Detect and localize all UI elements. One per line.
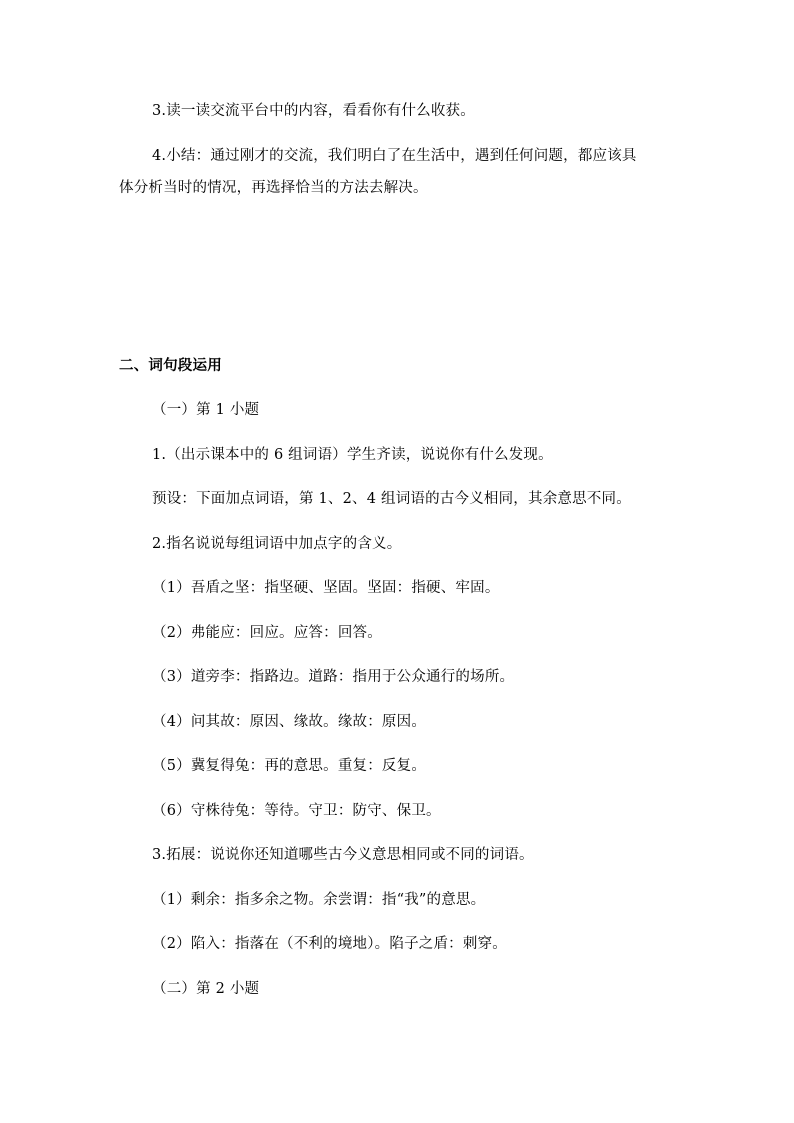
paragraph-item-4-line-2: 体分析当时的情况，再选择恰当的方法去解决。	[119, 180, 428, 196]
word-meaning-item: （4）问其故：原因、缘故。缘故：原因。	[152, 714, 427, 730]
paragraph-preset: 预设：下面加点词语，第 1、2、4 组词语的古今义相同，其余意思不同。	[152, 491, 631, 507]
subheading-question-1: （一）第 1 小题	[152, 402, 260, 418]
word-meaning-item: （5）冀复得兔：再的意思。重复：反复。	[152, 758, 427, 774]
word-meaning-item: （2）弗能应：回应。应答：回答。	[152, 625, 382, 641]
word-meaning-item: （3）道旁李：指路边。道路：指用于公众通行的场所。	[152, 669, 515, 685]
extension-item: （1）剩余：指多余之物。余尝谓：指“我”的意思。	[152, 892, 486, 908]
paragraph-item-4-line-1: 4.小结：通过刚才的交流，我们明白了在生活中，遇到任何问题，都应该具	[152, 148, 637, 164]
word-meaning-item: （6）守株待兔：等待。守卫：防守、保卫。	[152, 803, 441, 819]
paragraph-section2-item-3: 3.拓展：说说你还知道哪些古今义意思相同或不同的词语。	[152, 847, 534, 863]
paragraph-section2-item-1: 1.（出示课本中的 6 组词语）学生齐读，说说你有什么发现。	[152, 447, 553, 463]
subheading-question-2: （二）第 2 小题	[152, 981, 260, 997]
paragraph-item-3: 3.读一读交流平台中的内容，看看你有什么收获。	[152, 103, 475, 119]
word-meaning-item: （1）吾盾之坚：指坚硬、坚固。坚固：指硬、牢固。	[152, 580, 500, 596]
extension-item: （2）陷入：指落在（不利的境地）。陷子之盾：刺穿。	[152, 936, 507, 952]
section-heading: 二、词句段运用	[119, 358, 222, 374]
paragraph-section2-item-2: 2.指名说说每组词语中加点字的含义。	[152, 536, 402, 552]
